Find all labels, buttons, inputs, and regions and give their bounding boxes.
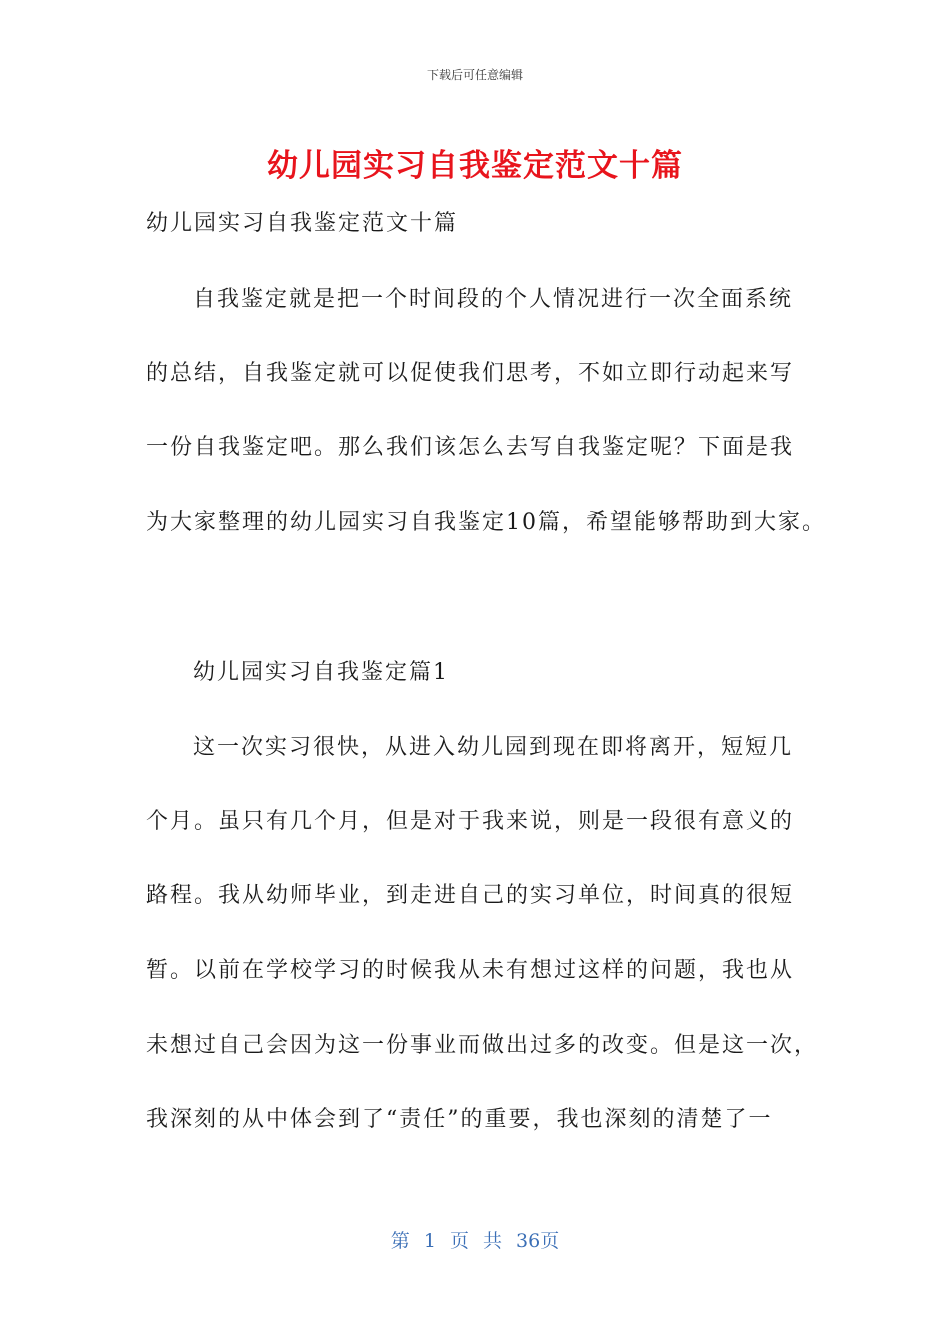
intro-line: 的总结，自我鉴定就可以促使我们思考，不如立即行动起来写 [146,361,795,386]
intro-line: 自我鉴定就是把一个时间段的个人情况进行一次全面系统 [193,287,794,312]
section-heading: 幼儿园实习自我鉴定篇1 [193,660,449,685]
body-line: 我深刻的从中体会到了“责任”的重要，我也深刻的清楚了一 [146,1107,773,1132]
body-line: 这一次实习很快，从进入幼儿园到现在即将离开，短短几 [193,735,794,760]
body-line: 暂。以前在学校学习的时候我从未有想过这样的问题，我也从 [146,958,795,983]
body-line: 未想过自己会因为这一份事业而做出过多的改变。但是这一次， [146,1033,819,1058]
page-number-footer: 第 1 页 共 36页 [390,1230,560,1252]
body-line: 路程。我从幼师毕业，到走进自己的实习单位，时间真的很短 [146,883,795,908]
intro-line: 一份自我鉴定吧。那么我们该怎么去写自我鉴定呢？下面是我 [146,435,795,460]
intro-line: 为大家整理的幼儿园实习自我鉴定10篇，希望能够帮助到大家。 [146,510,826,535]
document-title: 幼儿园实习自我鉴定范文十篇 [267,148,683,184]
document-subtitle: 幼儿园实习自我鉴定范文十篇 [146,211,459,236]
body-line: 个月。虽只有几个月，但是对于我来说，则是一段很有意义的 [146,809,795,834]
header-note: 下载后可任意编辑 [426,68,523,82]
